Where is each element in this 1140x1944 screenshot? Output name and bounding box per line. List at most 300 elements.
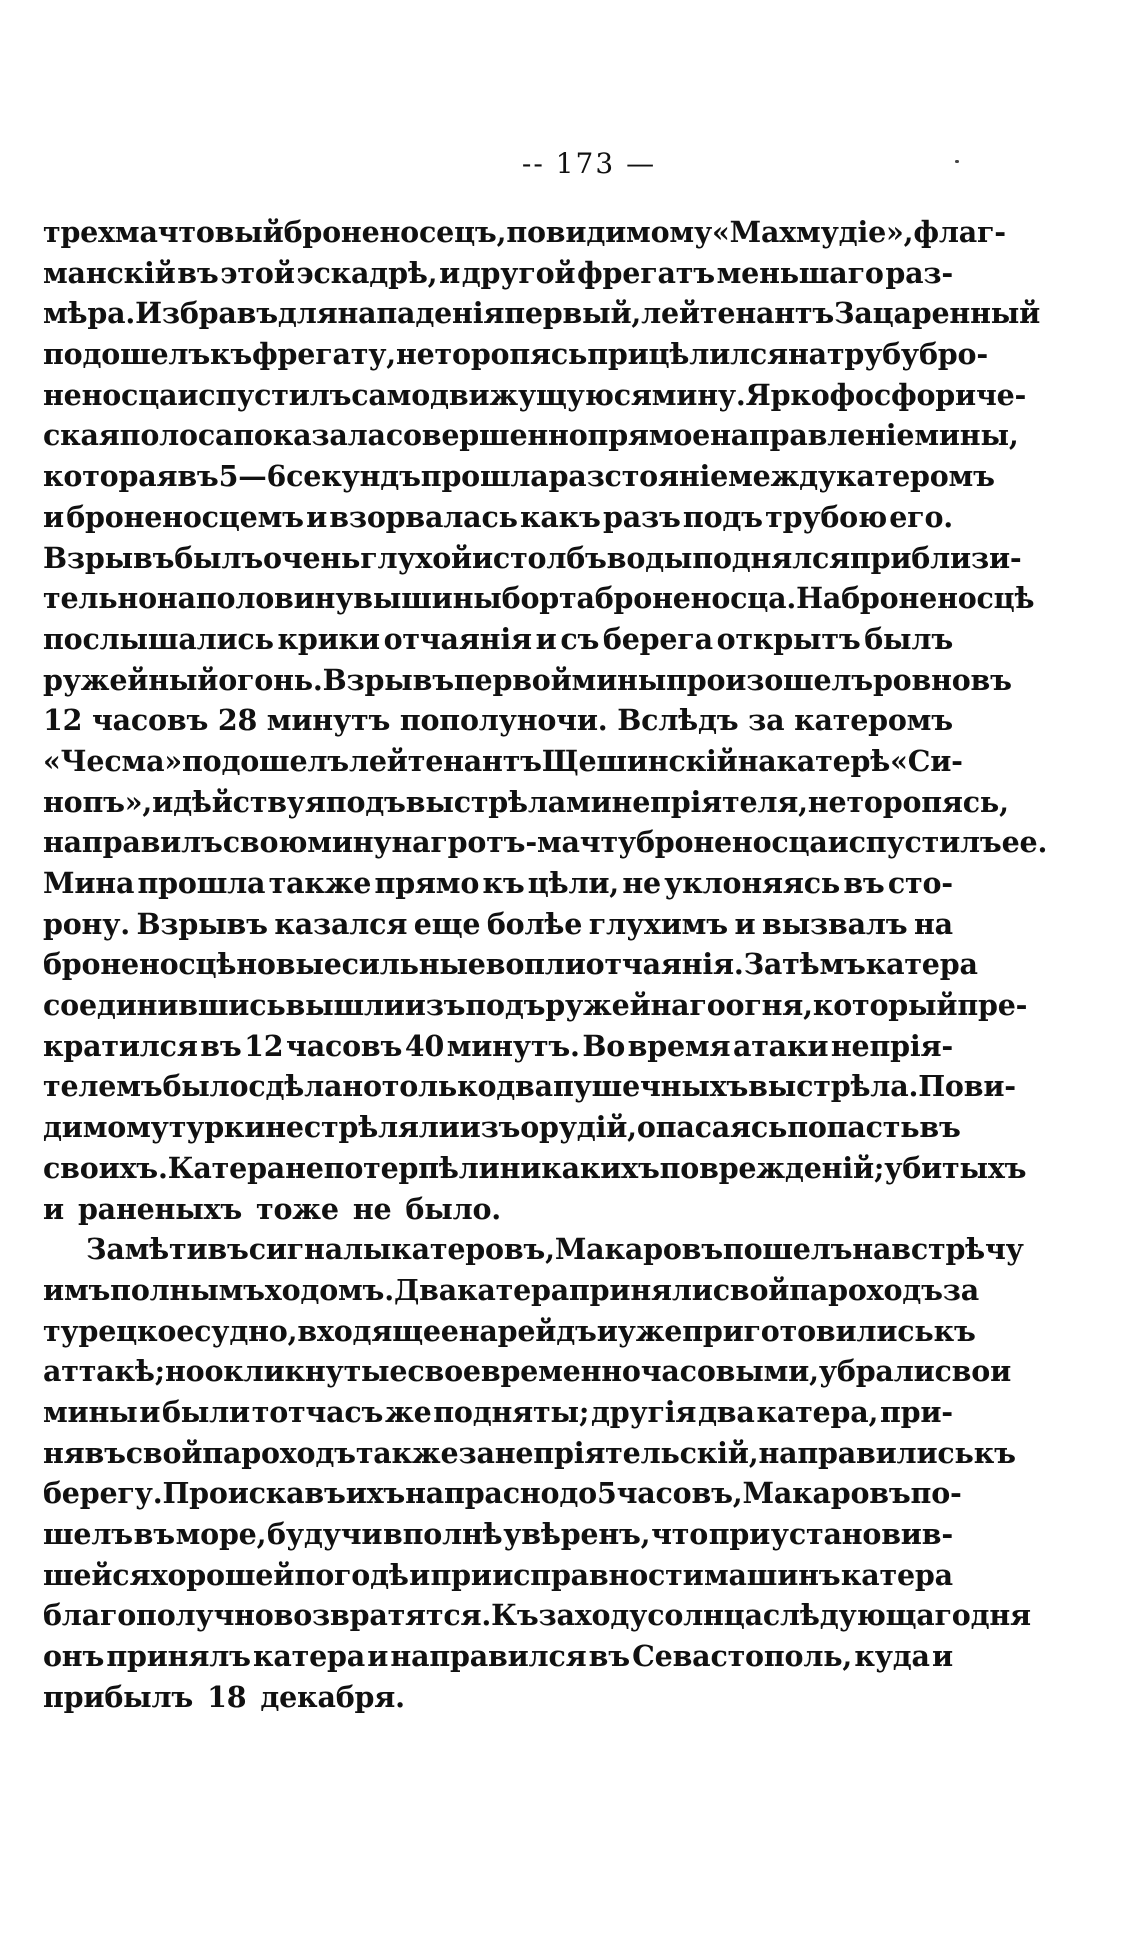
- word: вышли: [285, 988, 405, 1023]
- word: разстояніе: [548, 459, 729, 494]
- word: часовъ: [286, 1028, 403, 1063]
- word: «Махмудіе»,: [712, 215, 914, 249]
- word: пре-: [957, 988, 1028, 1023]
- word: подняты;: [433, 1394, 590, 1429]
- word: Взрывъ: [136, 906, 268, 941]
- word: часовъ: [91, 703, 209, 738]
- word: мины: [43, 1394, 138, 1429]
- word: полоса: [119, 418, 234, 453]
- word: неносца: [43, 377, 178, 412]
- word: непріятеля,: [611, 784, 808, 819]
- word: между: [728, 459, 836, 494]
- word: пароходъ: [202, 1435, 356, 1470]
- word: хорошей: [150, 1557, 295, 1592]
- word: свой: [712, 1272, 790, 1307]
- word: другія: [590, 1394, 697, 1429]
- word: было: [162, 1069, 249, 1104]
- word: въ: [177, 459, 219, 494]
- word: поднялся: [692, 540, 850, 575]
- word: и: [734, 906, 756, 941]
- word: напрасно: [405, 1476, 560, 1511]
- word: опасаясь: [636, 1110, 788, 1145]
- word: тоже: [256, 1191, 339, 1226]
- word: меньшаго: [716, 255, 884, 290]
- word: не: [352, 1191, 392, 1226]
- word: на: [852, 1232, 892, 1267]
- text-line: [43, 253, 953, 294]
- word: съ: [560, 621, 600, 656]
- word: флаг-: [913, 215, 1006, 249]
- text-line: [43, 1026, 953, 1067]
- word: Вслѣдъ: [617, 703, 739, 738]
- text-line: [43, 1677, 953, 1718]
- word: спустилъ: [848, 825, 1002, 860]
- text-line: [43, 1595, 1031, 1636]
- word: при: [708, 1517, 771, 1551]
- word: и: [306, 499, 328, 534]
- word: казался: [274, 906, 408, 941]
- text-line: [43, 619, 953, 660]
- word: на: [156, 581, 196, 616]
- word: эскадрѣ,: [296, 255, 438, 290]
- word: 40: [404, 1028, 445, 1063]
- word: имъ: [43, 1272, 111, 1307]
- word: 18: [207, 1679, 247, 1714]
- word: дѣйствуя: [173, 784, 326, 819]
- word: трубу: [826, 337, 919, 372]
- word: катеромъ: [835, 459, 995, 494]
- word: произошелъ: [666, 662, 873, 697]
- word: катера: [456, 1272, 570, 1307]
- word: мину.: [651, 377, 746, 412]
- page-number: -- 173 —: [521, 147, 657, 180]
- word: и: [139, 1394, 161, 1429]
- word: Щешинскій: [541, 743, 738, 778]
- word: сдѣлано: [248, 1069, 382, 1104]
- word: неторопясь: [395, 337, 588, 372]
- word: минутъ: [266, 703, 391, 738]
- word: изъ: [459, 1110, 521, 1145]
- word: прямое: [587, 418, 711, 453]
- word: берега: [602, 621, 713, 656]
- word: отчаянія: [383, 621, 532, 656]
- word: въ: [919, 1110, 961, 1145]
- word: огонь.: [218, 662, 323, 697]
- word: направились: [758, 1435, 974, 1470]
- word: не: [622, 866, 661, 900]
- word: направился: [390, 1639, 587, 1674]
- text-line: [43, 985, 1028, 1026]
- word: Проискавъ: [162, 1476, 346, 1511]
- text-line: [43, 415, 1019, 456]
- word: Два: [393, 1272, 457, 1307]
- word: повидимому: [506, 215, 713, 249]
- word: фрегатъ: [577, 255, 715, 290]
- word: до: [559, 1476, 597, 1511]
- word: кратился: [43, 1028, 198, 1063]
- word: пушечныхъ: [552, 1069, 749, 1104]
- word: непріятельскій,: [494, 1435, 759, 1470]
- word: мины: [571, 662, 667, 697]
- word: рейдъ: [497, 1313, 597, 1348]
- text-line: [43, 1473, 962, 1514]
- word: нопъ»,: [43, 784, 153, 819]
- word: Взрывъ: [322, 662, 454, 697]
- word: показала: [233, 418, 386, 453]
- word: и: [43, 1191, 64, 1226]
- word: установив-: [770, 1517, 953, 1551]
- word: къ: [933, 1313, 976, 1348]
- word: катеромъ: [794, 703, 953, 738]
- word: исправности: [492, 1557, 704, 1592]
- word: за: [748, 703, 785, 738]
- word: выстрѣлами: [405, 784, 612, 819]
- word: Зацаренный: [834, 296, 1041, 331]
- word: полнымъ: [110, 1272, 265, 1307]
- word: и: [152, 784, 174, 819]
- word: куда: [854, 1639, 930, 1674]
- word: болѣе: [486, 906, 583, 941]
- text-line: [43, 578, 1035, 619]
- word: мины,: [914, 418, 1019, 453]
- text-line: [43, 782, 1009, 823]
- word: турки: [168, 1110, 266, 1145]
- word: въ: [133, 1517, 175, 1551]
- word: телемъ: [43, 1069, 163, 1104]
- word: воды: [606, 540, 693, 575]
- word: броненосцѣ: [43, 947, 237, 982]
- word: манскій: [43, 255, 176, 290]
- word: но: [165, 1354, 205, 1389]
- word: прицѣлился: [587, 337, 788, 372]
- word: и: [367, 1639, 389, 1674]
- word: судно,: [194, 1313, 298, 1348]
- word: тельно: [43, 581, 157, 616]
- word: первый,: [504, 296, 642, 331]
- word: разъ: [602, 499, 681, 534]
- word: въ: [200, 1028, 242, 1063]
- word: ходомъ.: [264, 1272, 394, 1307]
- word: очень: [263, 540, 361, 575]
- text-line: [43, 538, 1022, 579]
- word: броненосецъ,: [283, 215, 507, 249]
- text-line: [43, 1066, 1016, 1107]
- word: столбъ: [492, 540, 607, 575]
- word: нявъ: [43, 1435, 126, 1470]
- word: что: [651, 1517, 709, 1551]
- word: вызвалъ: [762, 906, 908, 941]
- word: еще: [413, 906, 481, 941]
- word: мину: [307, 825, 392, 860]
- word: его.: [889, 499, 953, 534]
- word: отчаянія.: [585, 947, 744, 982]
- word: На: [796, 581, 842, 616]
- word: декабря.: [260, 1679, 405, 1714]
- word: Замѣтивъ: [86, 1232, 249, 1267]
- word: прямо: [374, 866, 480, 900]
- word: ровно: [872, 662, 971, 697]
- word: поврежденій;: [659, 1150, 885, 1185]
- text-line: [43, 1555, 953, 1596]
- word: и: [932, 1639, 953, 1674]
- word: пошелъ: [722, 1232, 853, 1267]
- word: входящее: [297, 1313, 459, 1348]
- word: шелъ: [43, 1517, 133, 1551]
- word: въ: [588, 1639, 630, 1674]
- word: убрали: [818, 1354, 935, 1389]
- word: окликнутые: [204, 1354, 408, 1389]
- word: не: [265, 1110, 304, 1145]
- word: катера,: [756, 1394, 879, 1429]
- text-line: [43, 1270, 980, 1311]
- word: Затѣмъ: [743, 947, 866, 982]
- word: убитыхъ: [884, 1150, 1027, 1185]
- word: машинъ: [703, 1557, 841, 1592]
- word: спустилъ: [198, 377, 352, 412]
- word: гротъ-мачту: [430, 825, 636, 860]
- word: катера: [865, 947, 978, 982]
- word: Избравъ: [135, 296, 278, 331]
- word: никакихъ: [499, 1150, 660, 1185]
- word: и: [596, 1313, 618, 1348]
- word: соединившись: [43, 988, 286, 1023]
- text-line: [43, 944, 978, 985]
- text-line: [43, 741, 963, 782]
- word: на: [458, 1313, 498, 1348]
- word: своихъ.: [43, 1150, 168, 1185]
- word: которая: [43, 459, 178, 494]
- word: попасть: [787, 1110, 920, 1145]
- word: фосфориче-: [829, 377, 1027, 412]
- word: ружейный: [43, 662, 219, 697]
- word: благополучно: [43, 1598, 274, 1633]
- word: прошла: [137, 866, 266, 900]
- word: свой: [125, 1435, 203, 1470]
- word: раненыхъ: [77, 1191, 243, 1226]
- word: который: [812, 988, 958, 1023]
- word: катера: [840, 1557, 953, 1592]
- word: нападенія: [337, 296, 505, 331]
- word: и: [827, 825, 849, 860]
- word: два: [496, 1069, 553, 1104]
- text-line: [43, 822, 1048, 863]
- text-line: [43, 1351, 1012, 1392]
- word: вполнѣ: [383, 1517, 503, 1551]
- word: подошелъ: [181, 743, 349, 778]
- word: Во: [582, 1028, 626, 1063]
- word: турецкое: [43, 1313, 195, 1348]
- word: сигналы: [248, 1232, 392, 1267]
- word: какъ: [520, 499, 601, 534]
- text-line: [43, 497, 953, 538]
- word: при: [430, 1557, 492, 1592]
- word: приняли: [569, 1272, 713, 1307]
- word: огня,: [725, 988, 813, 1023]
- word: совершенно: [385, 418, 588, 453]
- word: увѣренъ,: [503, 1517, 651, 1551]
- word: свои: [934, 1354, 1012, 1389]
- text-line: [43, 1189, 953, 1230]
- word: открытъ: [716, 621, 861, 656]
- word: минутъ.: [446, 1028, 580, 1063]
- word: броненосцѣ: [841, 581, 1035, 616]
- word: на: [737, 743, 777, 778]
- word: также: [268, 866, 372, 900]
- word: сто-: [887, 866, 953, 900]
- word: по-: [910, 1476, 962, 1511]
- word: пополуночи.: [399, 703, 608, 738]
- word: Мина: [43, 866, 135, 900]
- word: Макаровъ: [742, 1476, 911, 1511]
- word: подъ: [325, 784, 406, 819]
- word: приготовились: [682, 1313, 934, 1348]
- word: прибылъ: [43, 1679, 194, 1714]
- text-line: [43, 456, 995, 497]
- word: и: [43, 499, 64, 534]
- word: мѣра.: [43, 296, 136, 331]
- word: ская: [43, 418, 120, 453]
- word: подошелъ: [43, 337, 210, 372]
- word: Ярко: [745, 377, 830, 412]
- word: «Си-: [890, 743, 963, 778]
- word: не: [807, 784, 847, 819]
- word: бро-: [918, 337, 988, 372]
- word: приблизи-: [849, 540, 1022, 575]
- word: лейтенантъ: [348, 743, 542, 778]
- word: Катера: [167, 1150, 286, 1185]
- word: при-: [879, 1394, 953, 1429]
- word: «Чесма»: [43, 743, 182, 778]
- word: вышины: [353, 581, 502, 616]
- word: былъ: [864, 621, 953, 656]
- word: не: [285, 1150, 324, 1185]
- word: броненосца.: [594, 581, 797, 616]
- word: заходу: [538, 1598, 648, 1633]
- word: и: [409, 1557, 431, 1592]
- word: слѣдующаго: [762, 1598, 971, 1633]
- word: самодвижущуюся: [351, 377, 652, 412]
- word: былъ: [174, 540, 263, 575]
- word: берегу.: [43, 1476, 163, 1511]
- word: солнца: [647, 1598, 763, 1633]
- word: къ: [210, 337, 253, 372]
- word: катеровъ,: [391, 1232, 555, 1267]
- word: катера: [252, 1639, 366, 1674]
- text-line: [43, 1311, 976, 1352]
- word: своевременно: [407, 1354, 641, 1389]
- text-line: [43, 660, 1012, 701]
- word: и: [177, 377, 199, 412]
- text-line: [43, 334, 988, 375]
- word: секундъ: [286, 459, 421, 494]
- word: Пови-: [918, 1069, 1016, 1104]
- word: и: [471, 540, 493, 575]
- word: за: [942, 1272, 980, 1307]
- word: шейся: [43, 1557, 151, 1592]
- word: взорвалась: [329, 499, 518, 534]
- text-line: [43, 375, 1027, 416]
- word: и: [535, 621, 557, 656]
- word: послышались: [43, 621, 274, 656]
- word: половину: [195, 581, 354, 616]
- body-text: [43, 212, 1048, 1717]
- word: только: [381, 1069, 497, 1104]
- word: въ: [970, 662, 1012, 697]
- word: направилъ: [43, 825, 223, 860]
- text-line: [43, 1636, 953, 1677]
- word: будучи: [267, 1517, 383, 1551]
- word: направленіе: [710, 418, 915, 453]
- word: раз-: [885, 255, 953, 290]
- word: время: [627, 1028, 731, 1063]
- word: Макаровъ: [554, 1232, 723, 1267]
- word: въ: [177, 255, 219, 290]
- word: новые: [236, 947, 342, 982]
- word: борта: [501, 581, 595, 616]
- word: броненосцемъ: [66, 499, 304, 534]
- word: ее.: [1001, 825, 1048, 860]
- word: на: [913, 906, 953, 941]
- text-line: [43, 1433, 1016, 1474]
- word: же: [384, 1394, 432, 1429]
- word: прошла: [420, 459, 549, 494]
- word: трубою: [765, 499, 887, 534]
- word: этой: [220, 255, 295, 290]
- text-line: [43, 212, 1006, 253]
- word: два: [698, 1394, 755, 1429]
- word: возвратятся.: [273, 1598, 492, 1633]
- text-line: [43, 700, 953, 741]
- text-line: [43, 1514, 953, 1555]
- word: къ: [973, 1435, 1016, 1470]
- word: за: [458, 1435, 495, 1470]
- word: 5—6: [218, 459, 287, 494]
- word: принялъ: [106, 1639, 251, 1674]
- word: были: [161, 1394, 250, 1429]
- word: потерпѣли: [323, 1150, 500, 1185]
- word: и: [439, 255, 461, 290]
- word: изъ: [404, 988, 466, 1023]
- word: 12: [244, 1028, 284, 1063]
- text-line: [43, 863, 953, 904]
- word: уклоняясь: [664, 866, 841, 900]
- word: онъ: [43, 1639, 105, 1674]
- word: глухой: [360, 540, 472, 575]
- word: часовыми,: [640, 1354, 819, 1389]
- word: ружейнаго: [545, 988, 726, 1023]
- word: первой: [453, 662, 572, 697]
- text-line: [43, 1148, 1027, 1189]
- word: катерѣ: [776, 743, 891, 778]
- text-line: [43, 1107, 961, 1148]
- word: на: [391, 825, 431, 860]
- word: орудій,: [520, 1110, 637, 1145]
- word: пароходъ: [789, 1272, 943, 1307]
- text-line: [43, 293, 1041, 334]
- word: трехмачтовый: [43, 215, 284, 249]
- text-line: [43, 904, 953, 945]
- word: 5: [596, 1476, 617, 1511]
- word: было.: [405, 1191, 502, 1226]
- word: выстрѣла.: [748, 1069, 919, 1104]
- word: дня: [970, 1598, 1031, 1633]
- word: 28: [217, 703, 258, 738]
- word: вопли: [485, 947, 586, 982]
- word: непрія-: [830, 1028, 953, 1063]
- word: подъ: [682, 499, 763, 534]
- word: часовъ,: [616, 1476, 743, 1511]
- word: торопясь,: [846, 784, 1009, 819]
